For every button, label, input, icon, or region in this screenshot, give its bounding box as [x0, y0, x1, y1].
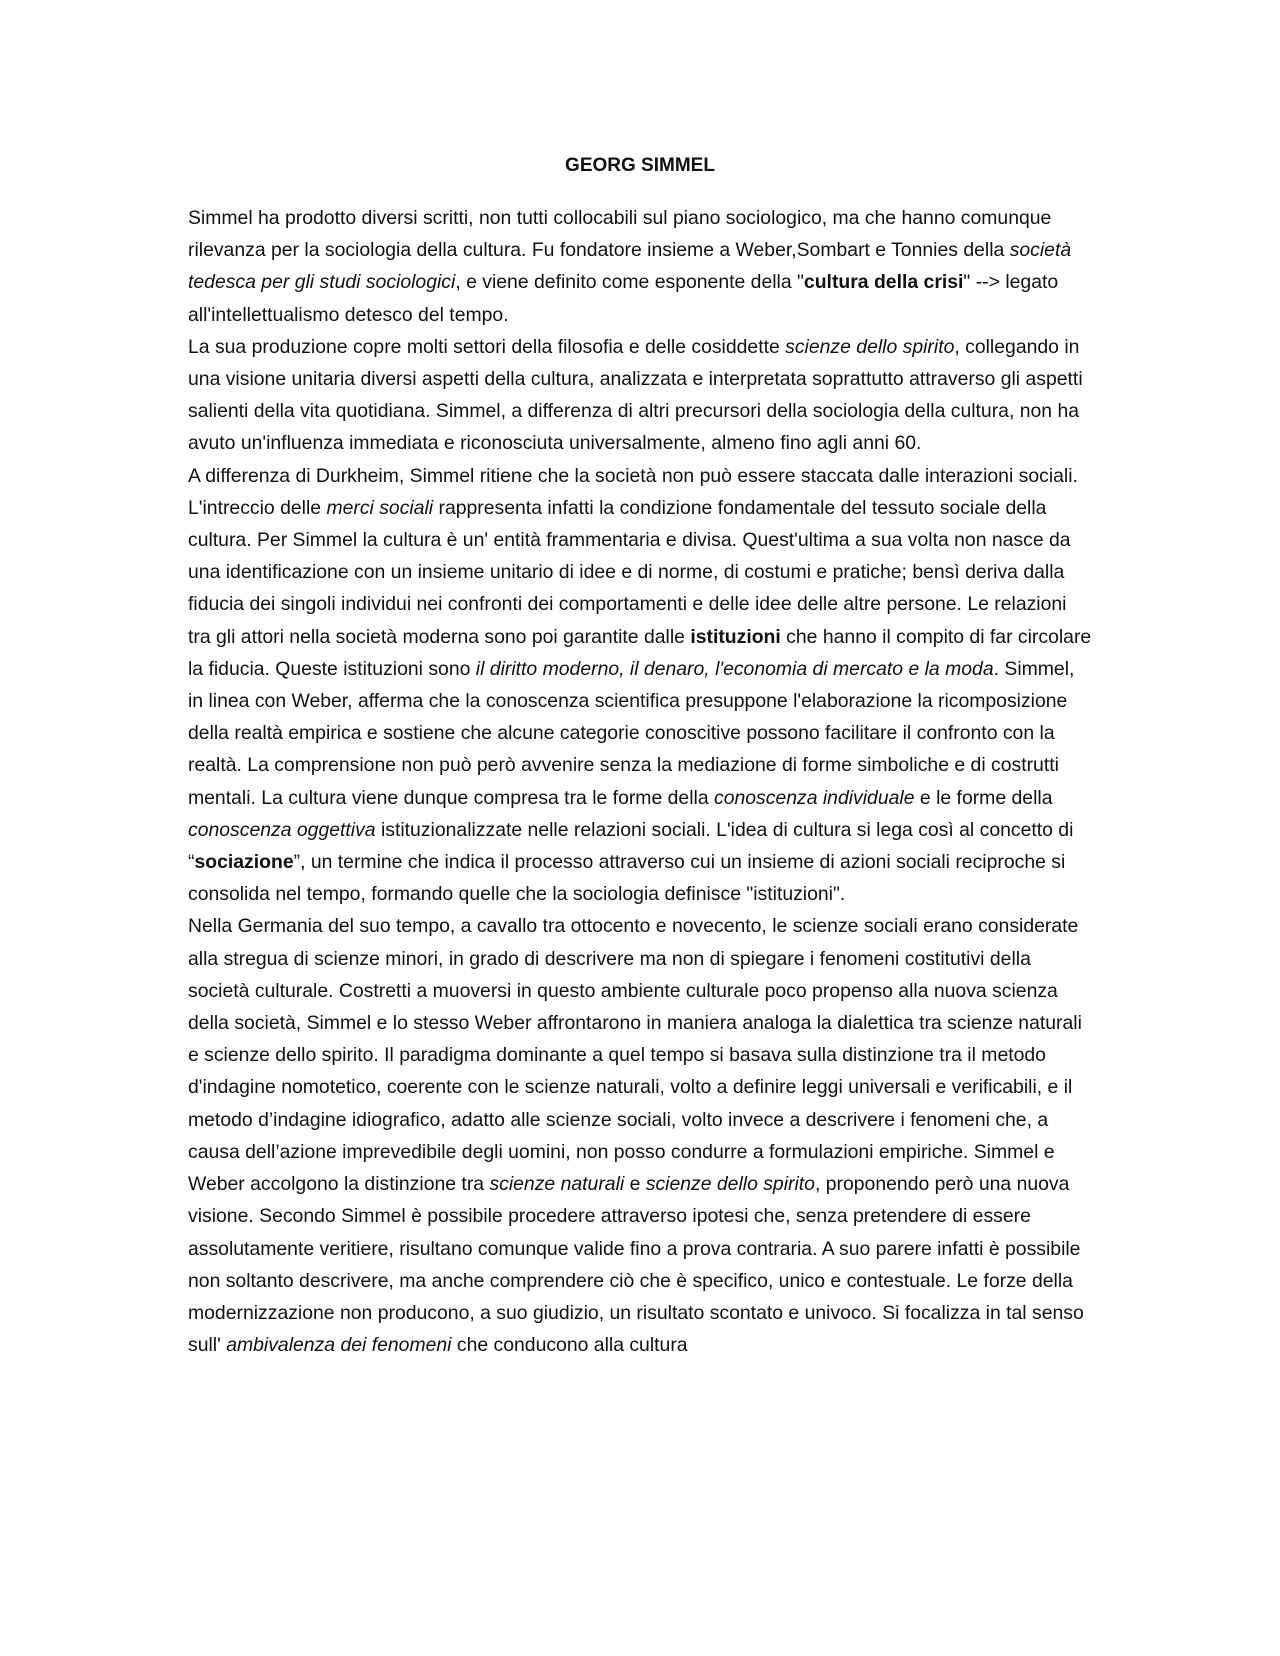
- italic-run: scienze dello spirito: [785, 335, 955, 358]
- text-run: , collegando in una visione unitaria diversi aspetti della cultura, analizzata e interpretata soprattutto attraverso gli aspetti salienti della vita quotidiana. Simmel, a differenza di altri precursori della sociologia della cultura, non ha avuto un'influenza immediata e riconosciuta universalmente, almeno fino agli anni 60.: [188, 335, 1083, 455]
- text-run: istituzionalizzate nelle relazioni sociali. L'idea di cultura si lega così al concetto di “: [188, 818, 1074, 874]
- paragraph-2: [188, 331, 1092, 460]
- text-run: , e viene definito come esponente della ": [455, 271, 804, 294]
- text-run: La sua produzione copre molti settori della filosofia e delle cosiddette: [188, 335, 786, 358]
- text-run: che conducono alla cultura: [451, 1334, 688, 1357]
- document-page: [188, 150, 1092, 1361]
- text-run: ”, un termine che indica il processo attraverso cui un insieme di azioni sociali reciproche si consolida nel tempo, formando quelle che la sociologia definisce "istituzioni".: [188, 851, 1066, 906]
- text-run: Nella Germania del suo tempo, a cavallo tra ottocento e novecento, le scienze sociali erano considerate alla stregua di scienze minori, in grado di descrivere ma non di spiegare i fenomeni costitutivi della società culturale. Costretti a muoversi in questo ambiente culturale poco propenso alla nuova scienza della società, Simmel e lo stesso Weber affrontarono in maniera analoga la dialettica tra scienze naturali e scienze dello spirito. Il paradigma dominante a quel tempo si basava sulla distinzione tra il metodo d'indagine nomotetico, coerente con le scienze naturali, volto a definire leggi universali e verificabili, e il metodo d’indagine idiografico, adatto alle scienze sociali, volto invece a descrivere i fenomeni che, a causa dell’azione imprevedibile degli uomini, non posso condurre a formulazioni empiriche. Simmel e Weber accolgono la distinzione tra: [188, 915, 1082, 1196]
- paragraph-4: [188, 910, 1092, 1361]
- paragraph-3: [188, 460, 1092, 911]
- text-run: . Simmel, in linea con Weber, afferma che la conoscenza scientifica presuppone l'elaborazione la ricomposizione della realtà empirica e sostiene che alcune categorie conoscitive possono facilitare il confronto con la realtà. La comprensione non può però avvenire senza la mediazione di forme simboliche e di costrutti mentali. La cultura viene dunque compresa tra le forme della: [188, 657, 1075, 809]
- text-run: e: [624, 1173, 646, 1196]
- paragraph-1: [188, 202, 1092, 331]
- text-run: A differenza di Durkheim, Simmel ritiene che la società non può essere staccata dalle interazioni sociali. L'intreccio delle: [188, 464, 1078, 519]
- italic-run: conoscenza oggettiva: [188, 818, 376, 841]
- text-run: , proponendo però una nuova visione. Secondo Simmel è possibile procedere attraverso ipotesi che, senza pretendere di essere assolutamente veritiere, risultano comunque valide fino a prova contraria. A suo parere infatti è possibile non soltanto descrivere, ma anche comprendere ciò che è specifico, unico e contestuale. Le forze della modernizzazione non producono, a suo giudizio, un risultato scontato e univoco. Si focalizza in tal senso sull': [188, 1173, 1084, 1357]
- italic-run: società tedesca per gli studi sociologici: [188, 239, 1072, 294]
- text-run: e le forme della: [914, 786, 1053, 809]
- text-run: rappresenta infatti la condizione fondamentale del tessuto sociale della cultura. Per Simmel la cultura è un' entità frammentaria e divisa. Quest'ultima a sua volta non nasce da una identificazione con un insieme unitario di idee e di norme, di costumi e pratiche; bensì deriva dalla fiducia dei singoli individui nei confronti dei comportamenti e delle idee delle altre persone. Le relazioni tra gli attori nella società moderna sono poi garantite dalle: [188, 496, 1071, 648]
- document-body: [188, 202, 1092, 1361]
- bold-run: istituzioni: [690, 625, 781, 648]
- italic-run: il diritto moderno, il denaro, l'economia di mercato e la moda: [475, 657, 994, 680]
- italic-run: merci sociali: [326, 496, 434, 519]
- document-title: GEORG SIMMEL: [565, 155, 715, 176]
- italic-run: ambivalenza dei fenomeni: [226, 1334, 452, 1357]
- bold-run: cultura della crisi: [803, 271, 964, 294]
- italic-run: scienze naturali: [489, 1173, 625, 1196]
- text-run: Simmel ha prodotto diversi scritti, non tutti collocabili sul piano sociologico, ma che hanno comunque rilevanza per la sociologia della cultura. Fu fondatore insieme a Weber,Sombart e Tonnies della: [188, 207, 1052, 262]
- bold-run: sociazione: [194, 851, 294, 874]
- text-run: che hanno il compito di far circolare la fiducia. Queste istituzioni sono: [188, 625, 1092, 680]
- italic-run: conoscenza individuale: [714, 786, 915, 809]
- text-run: " --> legato all'intellettualismo detesco del tempo.: [188, 271, 1059, 326]
- italic-run: scienze dello spirito: [645, 1173, 815, 1196]
